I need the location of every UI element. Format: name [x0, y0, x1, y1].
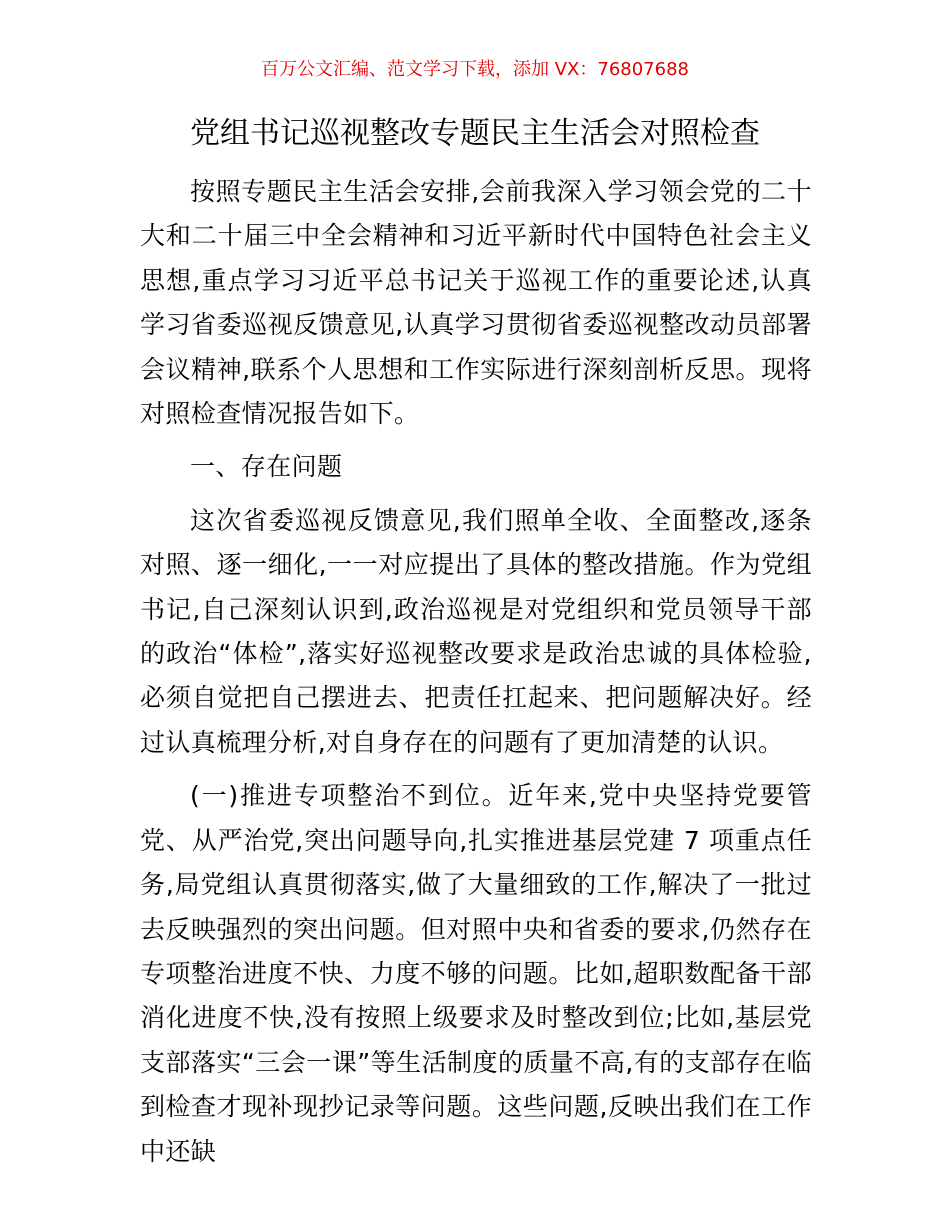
paragraph-special-rectification: (一)推进专项整治不到位。近年来,党中央坚持党要管党、从严治党,突出问题导向,扎实推进基层党建 7 项重点任务,局党组认真贯彻落实,做了大量细致的工作,解决了一批过去反映强烈的突出问题。但对照中央和省委的要求,仍然存在专项整治进度不快、力度不够的问题。比如,超职数配备干部消化进度不快,没有按照上级要求及时整改到位;比如,基层党支部落实“三会一课”等生活制度的质量不高,有的支部存在临到检查才现补现抄记录等问题。这些问题,反映出我们在工作中还缺	[140, 781, 812, 1166]
header-banner: 百万公文汇编、范文学习下载，添加 VX：76807688	[261, 59, 689, 80]
paragraph-inspection-feedback: 这次省委巡视反馈意见,我们照单全收、全面整改,逐条对照、逐一细化,一一对应提出了具体的整改措施。作为党组书记,自己深刻认识到,政治巡视是对党组织和党员领导干部的政治“体检”,落实好巡视整改要求是政治忠诚的具体检验,必须自觉把自己摆进去、把责任扛起来、把问题解决好。经过认真梳理分析,对自身存在的问题有了更加清楚的认识。	[140, 505, 812, 757]
section-heading-problems: 一、存在问题	[190, 452, 343, 482]
paragraph-intro: 按照专题民主生活会安排,会前我深入学习领会党的二十大和二十届三中全会精神和习近平新时代中国特色社会主义思想,重点学习习近平总书记关于巡视工作的重要论述,认真学习省委巡视反馈意见,认真学习贯彻省委巡视整改动员部署会议精神,联系个人思想和工作实际进行深刻剖析反思。现将对照检查情况报告如下。	[140, 177, 812, 429]
document-body	[140, 170, 812, 1174]
document-title: 党组书记巡视整改专题民主生活会对照检查	[190, 116, 760, 151]
